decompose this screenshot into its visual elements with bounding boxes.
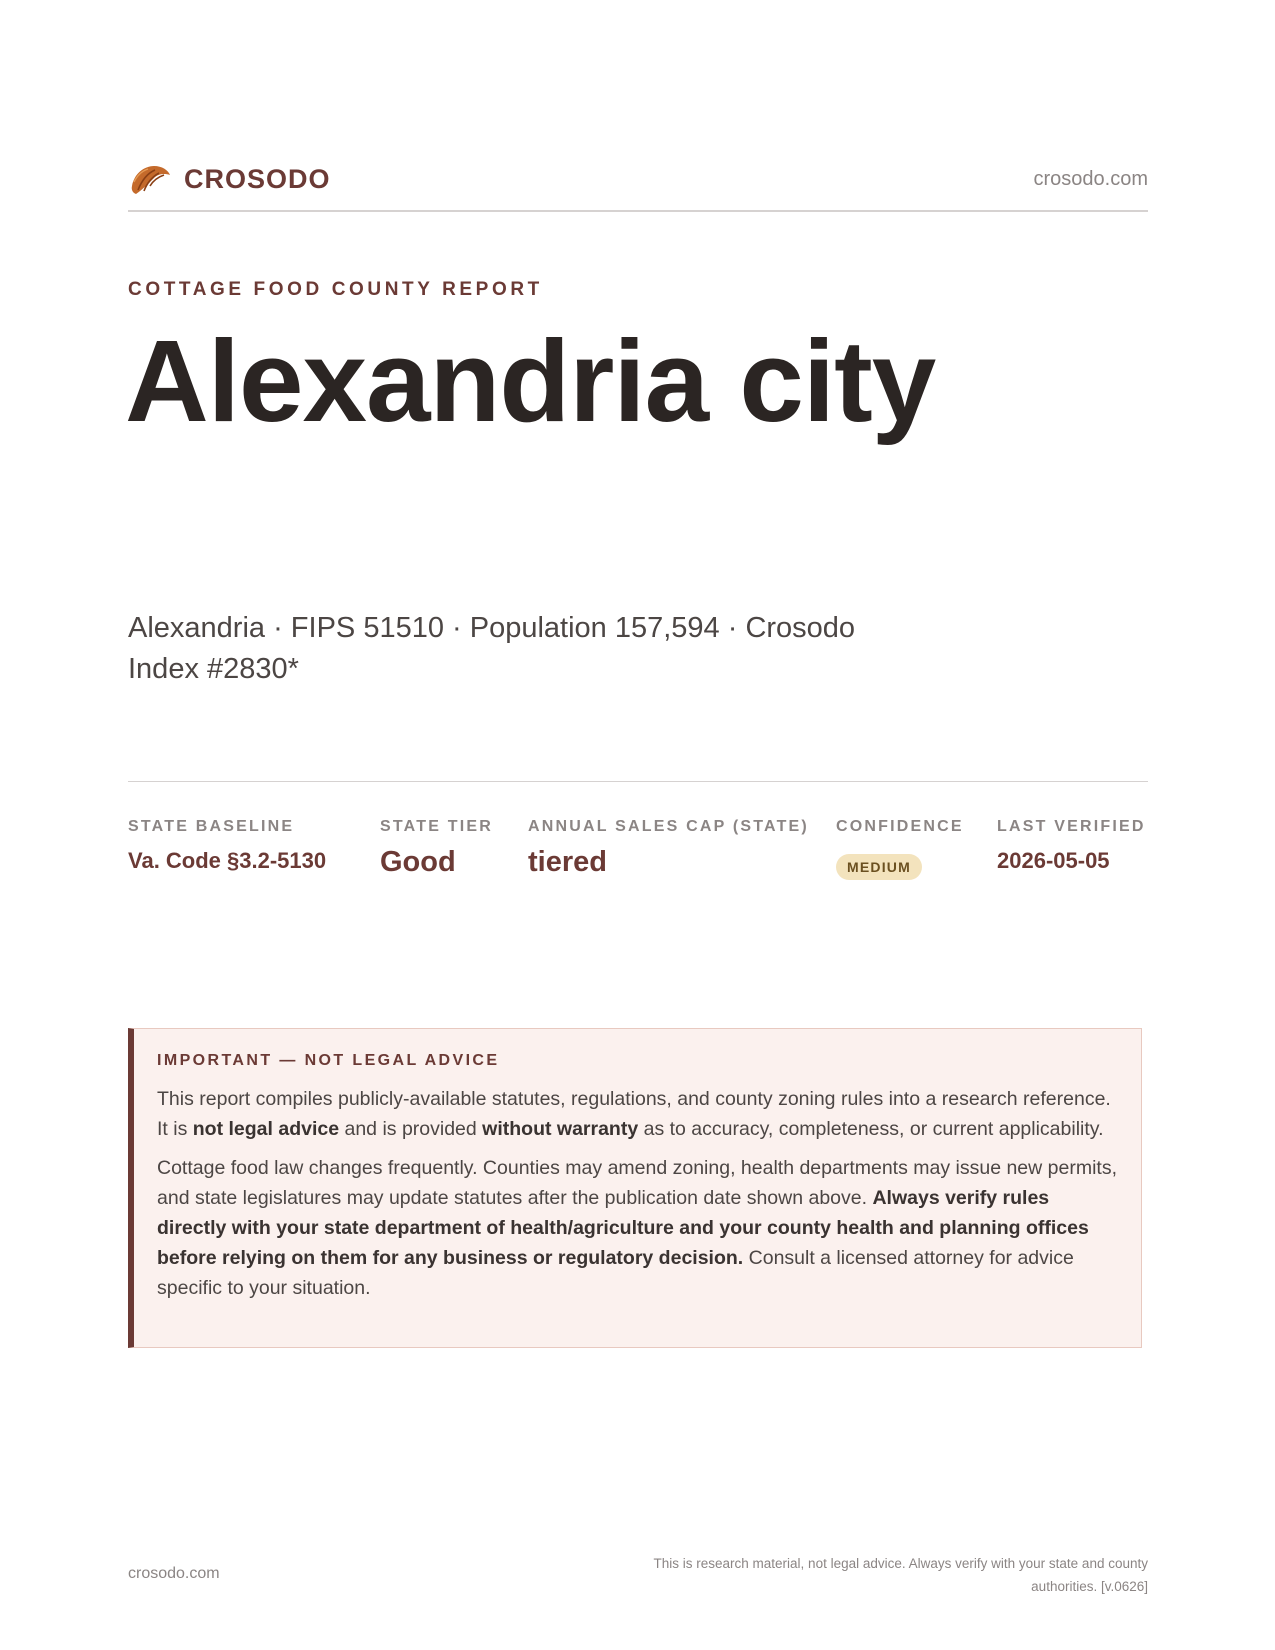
- footer-site-url[interactable]: crosodo.com: [128, 1565, 220, 1582]
- header-divider: [128, 210, 1148, 212]
- meta-last-verified: [997, 818, 1146, 874]
- brand-name: CROSODO: [184, 164, 331, 194]
- notice-emphasis: not legal advice: [192, 1118, 340, 1140]
- report-subtitle: Alexandria · FIPS 51510 · Population 157,594 · Crosodo Index #2830*: [128, 612, 856, 685]
- notice-text: Cottage food law changes frequently. Counties may amend zoning, health departments may issue new permits, and state legislatures may update statutes after the publication date shown above.: [157, 1157, 1117, 1209]
- notice-text: This report compiles publicly-available statutes, regulations, and county zoning rules into a research reference. It is: [157, 1088, 1111, 1140]
- report-page: [125, 0, 1148, 1650]
- notice-title: IMPORTANT — NOT LEGAL ADVICE: [157, 1052, 500, 1069]
- page-title: Alexandria city: [125, 316, 936, 446]
- legal-notice: [128, 1028, 1142, 1348]
- meta-label: STATE TIER: [380, 818, 493, 835]
- notice-text: and is provided: [339, 1118, 483, 1140]
- notice-text: as to accuracy, completeness, or current applicability.: [638, 1118, 1104, 1140]
- meta-confidence: [836, 818, 964, 880]
- notice-paragraph: [157, 1153, 1122, 1303]
- notice-body: [157, 1084, 1122, 1312]
- report-eyebrow: COTTAGE FOOD COUNTY REPORT: [128, 279, 543, 300]
- meta-label: STATE BASELINE: [128, 818, 295, 835]
- notice-paragraph: [157, 1084, 1122, 1144]
- meta-state-baseline: [128, 818, 326, 874]
- page-header: [128, 158, 1148, 210]
- notice-emphasis: without warranty: [482, 1118, 639, 1140]
- notice-text: Consult a licensed attorney for advice specific to your situation.: [157, 1247, 1074, 1299]
- meta-label: ANNUAL SALES CAP (STATE): [528, 818, 809, 835]
- notice-emphasis: Always verify rules directly with your state department of health/agriculture and your county health and planning offices before relying on them for any business or regulatory decision.: [157, 1187, 1089, 1269]
- meta-value: 2026-05-05: [997, 848, 1110, 873]
- meta-annual-sales-cap: [528, 818, 809, 879]
- meta-label: LAST VERIFIED: [997, 818, 1146, 835]
- footer-disclaimer: This is research material, not legal advice. Always verify with your state and county authorities. [v.0626]: [653, 1556, 1148, 1594]
- confidence-badge: MEDIUM: [836, 854, 922, 880]
- meta-state-tier: [380, 818, 493, 879]
- croissant-icon: [128, 160, 172, 200]
- meta-divider: [128, 781, 1148, 782]
- meta-value: Va. Code §3.2-5130: [128, 848, 327, 873]
- meta-value: tiered: [528, 846, 607, 878]
- meta-label: CONFIDENCE: [836, 818, 964, 835]
- meta-value: Good: [380, 846, 456, 878]
- header-site-url[interactable]: crosodo.com: [1033, 168, 1148, 190]
